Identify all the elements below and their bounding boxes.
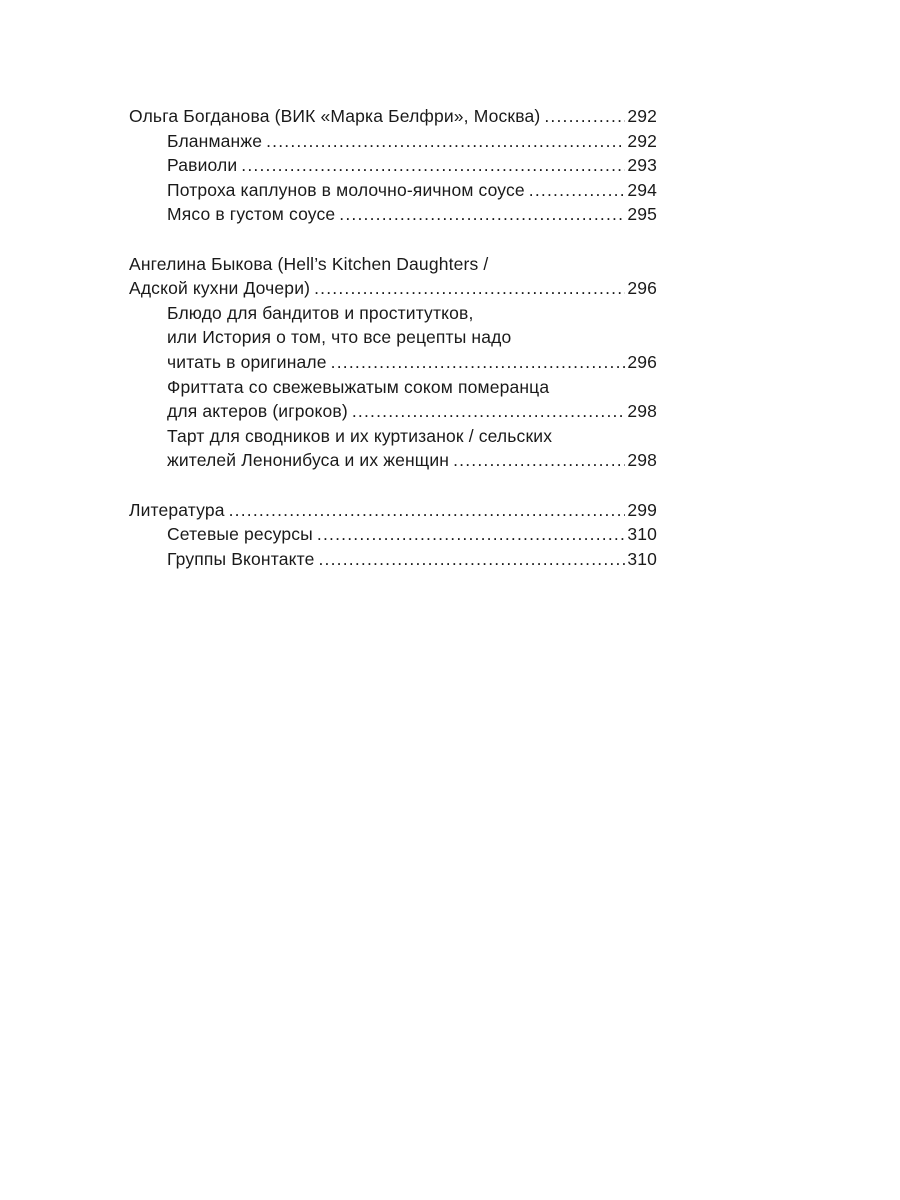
dot-leader (453, 448, 625, 473)
toc-item-entry (129, 375, 657, 424)
toc-page-number: 294 (627, 179, 657, 200)
toc-entry-line (167, 547, 657, 572)
toc-entry-title: жителей Ленонибуса и их женщин (167, 450, 450, 471)
toc-item-entry (129, 547, 657, 572)
toc-author-entry (129, 252, 657, 301)
toc-page-number: 292 (627, 130, 657, 151)
dot-leader (318, 547, 625, 572)
dot-leader (317, 522, 625, 547)
toc-item-entry (129, 301, 657, 375)
toc-entry-title: Адской кухни Дочери) (129, 278, 311, 299)
toc-entry-line (167, 399, 657, 424)
toc-entry-title: Ольга Богданова (ВИК «Марка Белфри», Москва) (129, 106, 541, 126)
toc-entry-line (167, 178, 657, 203)
toc-entry-title-line: или История о том, что все рецепты надо (167, 327, 512, 348)
dot-leader (339, 202, 625, 227)
toc-section-bogdanova (129, 104, 657, 227)
toc-entry-title: Равиоли (167, 155, 238, 176)
toc-entry-title: Группы Вконтакте (167, 548, 315, 569)
toc-page-number: 292 (627, 106, 657, 126)
toc-page-number: 310 (627, 548, 657, 569)
toc-page-number: 296 (627, 278, 657, 299)
dot-leader (529, 178, 626, 203)
toc-entry-title-line: Ангелина Быкова (Hell’s Kitchen Daughters / (129, 253, 489, 274)
table-of-contents (129, 104, 657, 571)
toc-entry-title: Мясо в густом соусе (167, 204, 336, 225)
toc-entry-line (167, 153, 657, 178)
toc-section-bykova (129, 252, 657, 473)
toc-entry-line (167, 350, 657, 375)
toc-page-number: 299 (627, 499, 657, 520)
dot-leader (266, 129, 625, 154)
toc-page-number: 296 (627, 351, 657, 372)
toc-entry-title-line: Блюдо для бандитов и проститутков, (167, 302, 474, 323)
toc-author-entry (129, 498, 657, 523)
toc-entry-title: читать в оригинале (167, 351, 327, 372)
toc-page-number: 310 (627, 524, 657, 545)
toc-section-literature (129, 498, 657, 572)
toc-entry-line (129, 104, 657, 129)
toc-entry-title: для актеров (игроков) (167, 401, 348, 422)
toc-entry-line (167, 522, 657, 547)
dot-leader (314, 276, 625, 301)
toc-entry-title: Потроха каплунов в молочно-яичном соусе (167, 179, 525, 200)
toc-page-number: 295 (627, 204, 657, 225)
dot-leader (229, 498, 626, 523)
toc-page-number: 298 (627, 401, 657, 422)
toc-page-number: 293 (627, 155, 657, 176)
toc-item-entry (129, 178, 657, 203)
dot-leader (331, 350, 626, 375)
toc-entry-line (129, 276, 657, 301)
toc-entry-line (167, 129, 657, 154)
toc-entry-line (167, 448, 657, 473)
toc-item-entry (129, 522, 657, 547)
toc-item-entry (129, 153, 657, 178)
toc-entry-line (129, 498, 657, 523)
toc-item-entry (129, 129, 657, 154)
toc-entry-title-line: Фриттата со свежевыжатым соком померанца (167, 376, 550, 397)
dot-leader (241, 153, 625, 178)
toc-entry-title-line: Тарт для сводников и их куртизанок / сельских (167, 425, 553, 446)
toc-entry-title: Сетевые ресурсы (167, 524, 313, 545)
toc-item-entry (129, 424, 657, 473)
dot-leader (544, 104, 625, 129)
dot-leader (352, 399, 626, 424)
toc-entry-line (167, 202, 657, 227)
toc-item-entry (129, 202, 657, 227)
toc-entry-title: Бланманже (167, 130, 263, 151)
toc-page-number: 298 (627, 450, 657, 471)
toc-entry-title: Литература (129, 499, 225, 520)
toc-author-entry (129, 104, 657, 129)
